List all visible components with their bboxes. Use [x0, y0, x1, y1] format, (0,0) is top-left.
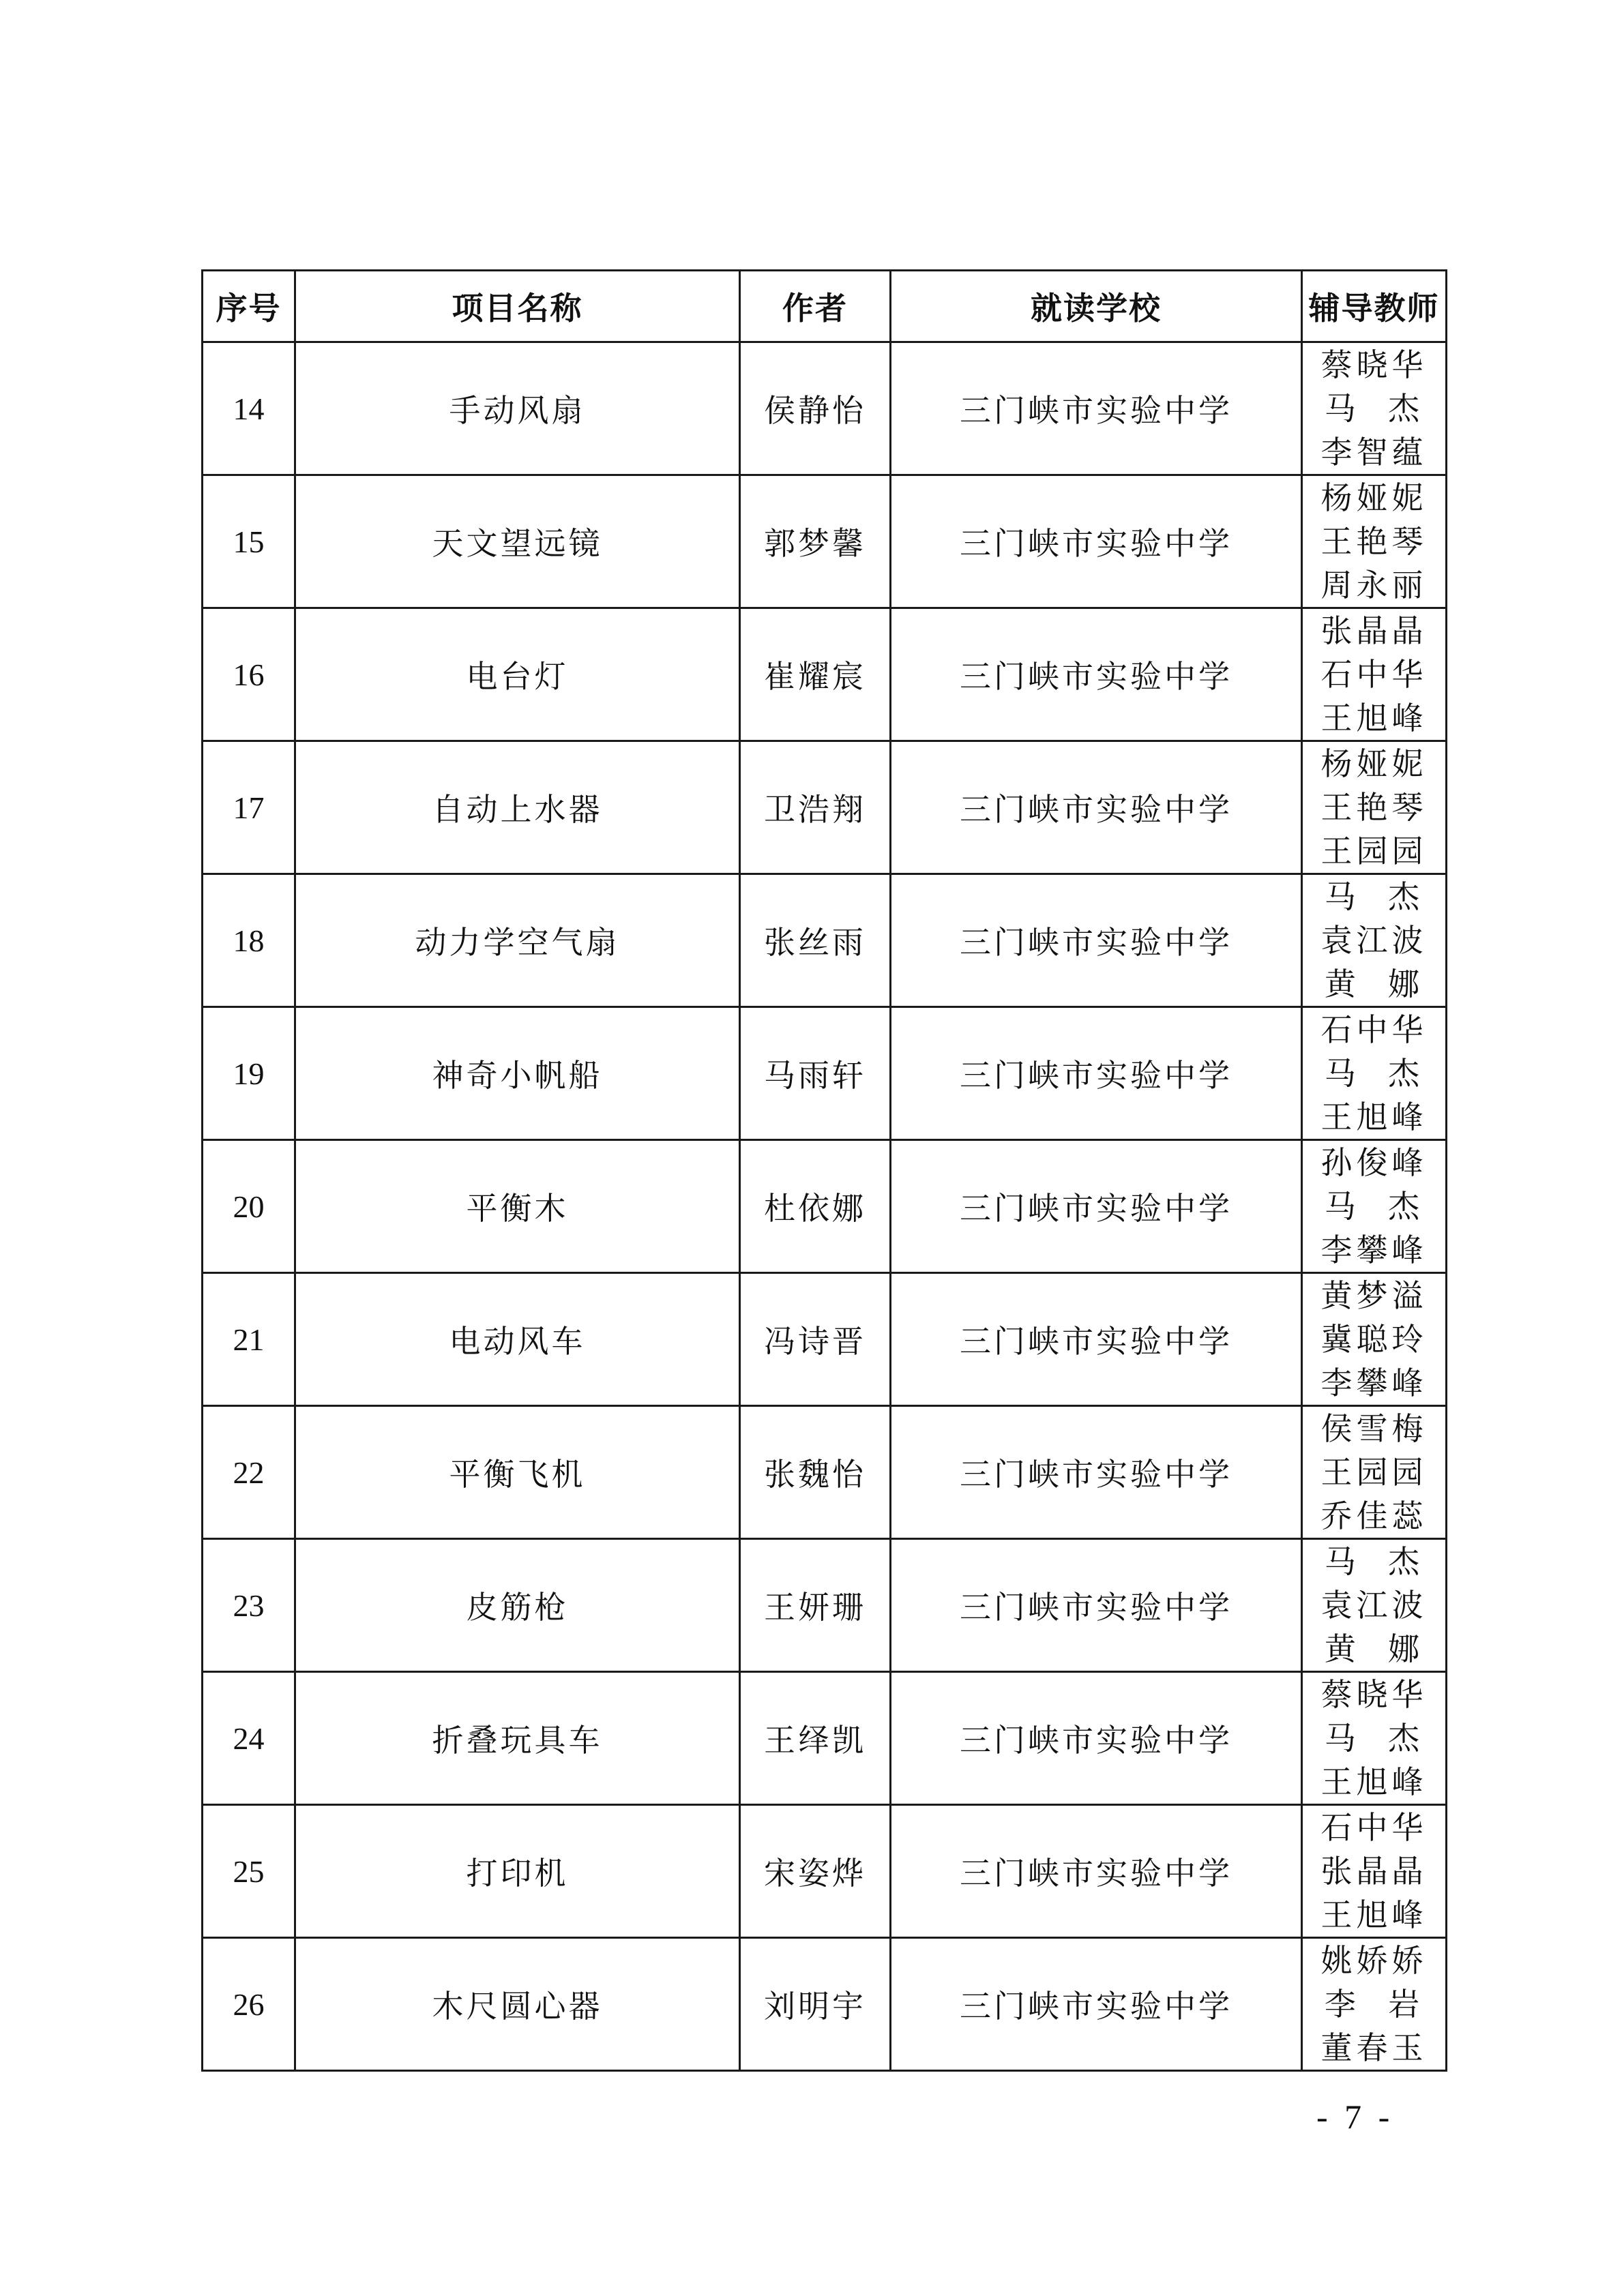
cell-author: 崔耀宸 — [740, 608, 891, 741]
teacher-name: 马 杰 — [1324, 878, 1424, 915]
cell-index: 25 — [203, 1805, 295, 1938]
header-project: 项目名称 — [295, 271, 740, 342]
cell-project: 神奇小帆船 — [295, 1007, 740, 1140]
table-row — [203, 1140, 1447, 1273]
teacher-name: 黄梦溢 — [1320, 1277, 1428, 1314]
cell-project: 电动风车 — [295, 1273, 740, 1406]
cell-teachers — [1302, 1938, 1447, 2071]
table-row — [203, 1539, 1447, 1672]
cell-teachers — [1302, 874, 1447, 1007]
cell-index: 22 — [203, 1406, 295, 1539]
teacher-name: 马 杰 — [1324, 1720, 1424, 1757]
cell-project: 电台灯 — [295, 608, 740, 741]
cell-index: 21 — [203, 1273, 295, 1406]
cell-project: 木尺圆心器 — [295, 1938, 740, 2071]
teacher-name: 王园园 — [1320, 1454, 1428, 1491]
teacher-name: 杨娅妮 — [1320, 745, 1428, 782]
cell-school: 三门峡市实验中学 — [891, 1406, 1302, 1539]
table-row — [203, 1805, 1447, 1938]
cell-author: 宋姿烨 — [740, 1805, 891, 1938]
cell-author: 卫浩翔 — [740, 741, 891, 874]
header-index: 序号 — [203, 271, 295, 342]
cell-author: 张丝雨 — [740, 874, 891, 1007]
table-row — [203, 1007, 1447, 1140]
cell-author: 马雨轩 — [740, 1007, 891, 1140]
teacher-name: 张晶晶 — [1320, 612, 1428, 649]
cell-school: 三门峡市实验中学 — [891, 1539, 1302, 1672]
cell-teachers — [1302, 1406, 1447, 1539]
teacher-name: 李智蕴 — [1320, 434, 1428, 471]
header-teachers: 辅导教师 — [1302, 271, 1447, 342]
cell-index: 26 — [203, 1938, 295, 2071]
cell-author: 刘明宇 — [740, 1938, 891, 2071]
header-author: 作者 — [740, 271, 891, 342]
cell-author: 王妍珊 — [740, 1539, 891, 1672]
teacher-name: 王旭峰 — [1320, 1896, 1428, 1933]
cell-index: 24 — [203, 1672, 295, 1805]
teacher-name: 周永丽 — [1320, 567, 1428, 603]
teacher-name: 袁江波 — [1320, 922, 1428, 959]
cell-school: 三门峡市实验中学 — [891, 1007, 1302, 1140]
cell-index: 19 — [203, 1007, 295, 1140]
table-row — [203, 1406, 1447, 1539]
table-header-row — [203, 271, 1447, 342]
cell-project: 折叠玩具车 — [295, 1672, 740, 1805]
table-body — [203, 342, 1447, 2071]
cell-school: 三门峡市实验中学 — [891, 608, 1302, 741]
award-table — [201, 269, 1447, 2072]
teacher-name: 马 杰 — [1324, 1055, 1424, 1092]
teacher-name: 冀聪玲 — [1320, 1321, 1428, 1358]
teacher-name: 王艳琴 — [1320, 523, 1428, 560]
cell-teachers — [1302, 1539, 1447, 1672]
cell-index: 15 — [203, 475, 295, 608]
cell-author: 冯诗晋 — [740, 1273, 891, 1406]
cell-teachers — [1302, 1672, 1447, 1805]
teacher-name: 石中华 — [1320, 1809, 1428, 1846]
cell-project: 动力学空气扇 — [295, 874, 740, 1007]
table-row — [203, 1672, 1447, 1805]
teacher-name: 李攀峰 — [1320, 1365, 1428, 1401]
cell-school: 三门峡市实验中学 — [891, 874, 1302, 1007]
cell-school: 三门峡市实验中学 — [891, 1805, 1302, 1938]
teacher-name: 袁江波 — [1320, 1587, 1428, 1624]
cell-author: 张魏怡 — [740, 1406, 891, 1539]
header-school: 就读学校 — [891, 271, 1302, 342]
teacher-name: 马 杰 — [1324, 1188, 1424, 1225]
teacher-name: 王旭峰 — [1320, 700, 1428, 736]
cell-index: 18 — [203, 874, 295, 1007]
cell-teachers — [1302, 1007, 1447, 1140]
cell-teachers — [1302, 1273, 1447, 1406]
teacher-name: 董春玉 — [1320, 2029, 1428, 2066]
cell-author: 郭梦馨 — [740, 475, 891, 608]
cell-school: 三门峡市实验中学 — [891, 1672, 1302, 1805]
cell-project: 天文望远镜 — [295, 475, 740, 608]
table-row — [203, 1938, 1447, 2071]
page-number: - 7 - — [1316, 2098, 1394, 2136]
teacher-name: 黄 娜 — [1324, 966, 1424, 1002]
cell-school: 三门峡市实验中学 — [891, 741, 1302, 874]
cell-school: 三门峡市实验中学 — [891, 342, 1302, 475]
cell-project: 自动上水器 — [295, 741, 740, 874]
teacher-name: 石中华 — [1320, 656, 1428, 693]
cell-project: 皮筋枪 — [295, 1539, 740, 1672]
teacher-name: 石中华 — [1320, 1011, 1428, 1048]
teacher-name: 张晶晶 — [1320, 1853, 1428, 1890]
cell-project: 平衡飞机 — [295, 1406, 740, 1539]
cell-school: 三门峡市实验中学 — [891, 1273, 1302, 1406]
table-row — [203, 475, 1447, 608]
cell-author: 侯静怡 — [740, 342, 891, 475]
cell-school: 三门峡市实验中学 — [891, 475, 1302, 608]
cell-index: 14 — [203, 342, 295, 475]
table-row — [203, 1273, 1447, 1406]
teacher-name: 侯雪梅 — [1320, 1410, 1428, 1447]
cell-teachers — [1302, 608, 1447, 741]
cell-index: 17 — [203, 741, 295, 874]
table-row — [203, 342, 1447, 475]
teacher-name: 王旭峰 — [1320, 1763, 1428, 1800]
cell-author: 杜依娜 — [740, 1140, 891, 1273]
teacher-name: 蔡晓华 — [1320, 1676, 1428, 1713]
cell-teachers — [1302, 741, 1447, 874]
table-row — [203, 874, 1447, 1007]
cell-project: 平衡木 — [295, 1140, 740, 1273]
cell-index: 20 — [203, 1140, 295, 1273]
cell-school: 三门峡市实验中学 — [891, 1140, 1302, 1273]
cell-school: 三门峡市实验中学 — [891, 1938, 1302, 2071]
cell-teachers — [1302, 342, 1447, 475]
teacher-name: 蔡晓华 — [1320, 346, 1428, 383]
teacher-name: 杨娅妮 — [1320, 479, 1428, 516]
teacher-name: 乔佳蕊 — [1320, 1497, 1428, 1534]
cell-project: 打印机 — [295, 1805, 740, 1938]
teacher-name: 王旭峰 — [1320, 1099, 1428, 1135]
cell-project: 手动风扇 — [295, 342, 740, 475]
cell-teachers — [1302, 1805, 1447, 1938]
teacher-name: 李攀峰 — [1320, 1232, 1428, 1268]
teacher-name: 黄 娜 — [1324, 1630, 1424, 1667]
teacher-name: 王园园 — [1320, 833, 1428, 869]
teacher-name: 孙俊峰 — [1320, 1144, 1428, 1181]
table-row — [203, 741, 1447, 874]
teacher-name: 马 杰 — [1324, 1543, 1424, 1580]
cell-index: 23 — [203, 1539, 295, 1672]
cell-index: 16 — [203, 608, 295, 741]
teacher-name: 姚娇娇 — [1320, 1942, 1428, 1979]
cell-teachers — [1302, 1140, 1447, 1273]
teacher-name: 王艳琴 — [1320, 789, 1428, 826]
cell-teachers — [1302, 475, 1447, 608]
table-row — [203, 608, 1447, 741]
cell-author: 王绎凯 — [740, 1672, 891, 1805]
teacher-name: 马 杰 — [1324, 390, 1424, 427]
teacher-name: 李 岩 — [1324, 1986, 1424, 2023]
